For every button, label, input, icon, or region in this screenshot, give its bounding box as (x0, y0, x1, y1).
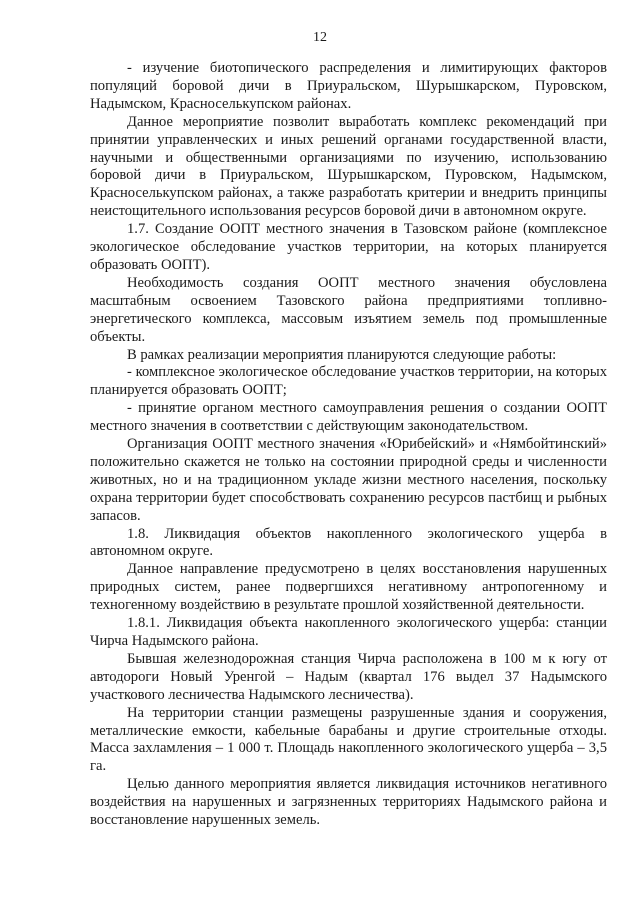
paragraph: Организация ООПТ местного значения «Юрибейский» и «Нямбойтинский» положительно скажется не только на состоянии природной среды и численности животных, но и на традиционном укладе жизни местного населения, поскольку охрана территории будет способствовать сохранению ресурсов пастбищ и рыбных запасов. (90, 436, 607, 524)
list-item: - комплексное экологическое обследование участков территории, на которых планируется образовать ООПТ; (90, 364, 607, 399)
page-number: 12 (313, 30, 327, 45)
document-body (90, 60, 607, 830)
paragraph: Данное мероприятие позволит выработать комплекс рекомендаций при принятии управленческих и иных решений органами государственной власти, научными и общественными организациями по изучению, использованию боровой дичи в Приуральском, Шурышкарском, Пуровском, Надымском, Красноселькупском районах, а также разработать критерии и внедрить принципы неистощительного использования ресурсов боровой дичи в автономном округе. (90, 113, 607, 220)
paragraph: Бывшая железнодорожная станция Чирча расположена в 100 м к югу от автодороги Новый Уренгой – Надым (квартал 176 выдел 37 Надымского участкового лесничества Надымского лесничества). (90, 650, 607, 703)
subsection-heading: 1.8.1. Ликвидация объекта накопленного экологического ущерба: станции Чирча Надымского района. (90, 615, 607, 649)
section-heading: 1.7. Создание ООПТ местного значения в Тазовском районе (комплексное экологическое обследование участков территории, на которых планируется образовать ООПТ). (90, 221, 607, 273)
paragraph: Данное направление предусмотрено в целях восстановления нарушенных природных систем, ранее подвергшихся негативному антропогенному и техногенному воздействию в результате прошлой хозяйственной деятельности. (90, 561, 607, 614)
paragraph: Необходимость создания ООПТ местного значения обусловлена масштабным освоением Тазовского района предприятиями топливно-энергетического комплекса, массовым изъятием земель под промышленные объекты. (90, 274, 607, 345)
list-item: - принятие органом местного самоуправления решения о создании ООПТ местного значения в соответствии с действующим законодательством. (90, 400, 607, 435)
paragraph: В рамках реализации мероприятия планируются следующие работы: (127, 346, 557, 363)
paragraph: На территории станции размещены разрушенные здания и сооружения, металлические емкости, кабельные барабаны и другие строительные отходы. Масса захламления – 1 000 т. Площадь накопленного экологического ущерба – 3,5 га. (90, 704, 607, 775)
paragraph: Целью данного мероприятия является ликвидация источников негативного воздействия на нарушенных и загрязненных территориях Надымского района и восстановление нарушенных земель. (90, 776, 607, 829)
section-heading: 1.8. Ликвидация объектов накопленного экологического ущерба в автономном округе. (90, 525, 607, 560)
paragraph: - изучение биотопического распределения и лимитирующих факторов популяций боровой дичи в Приуральском, Шурышкарском, Пуровском, Надымском, Красноселькупском районах. (90, 60, 607, 112)
